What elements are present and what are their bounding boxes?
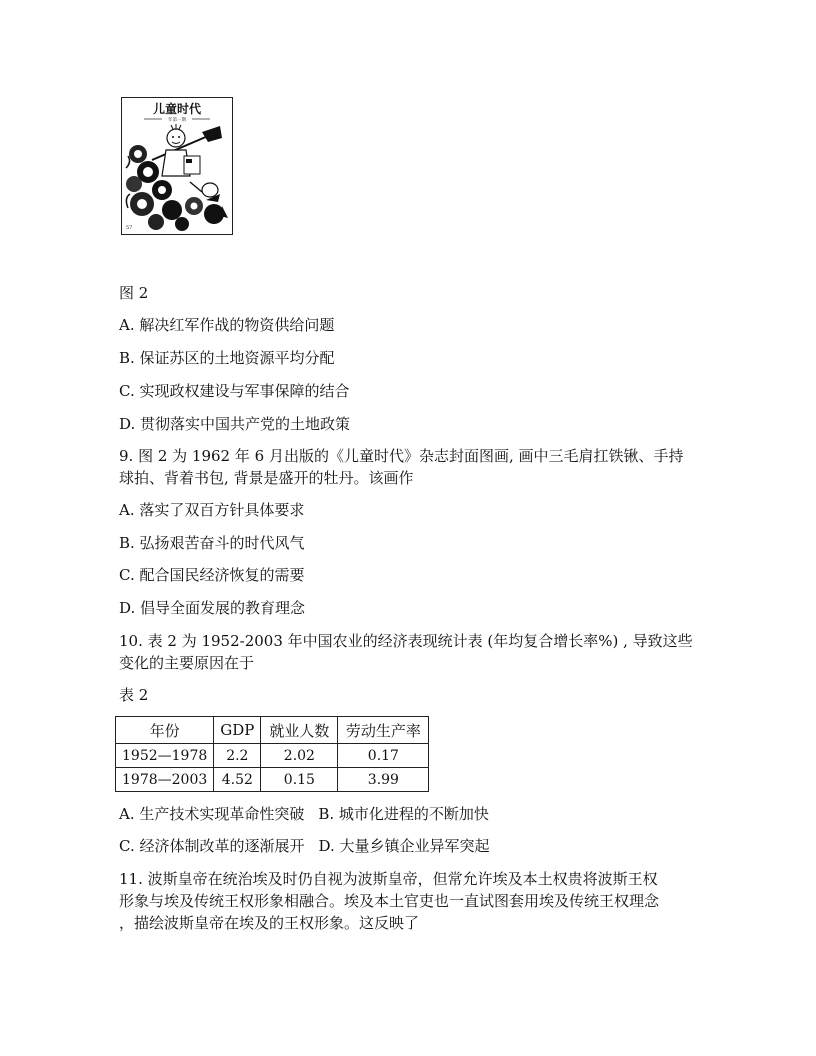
q9-option-d: D. 倡导全面发展的教育理念	[119, 599, 306, 617]
table-cell: 0.15	[261, 768, 338, 792]
table-cell: 1978—2003	[116, 768, 214, 792]
q10-options-row2	[119, 835, 490, 857]
q11-stem-line1: 11. 波斯皇帝在统治埃及时仍自视为波斯皇帝，但常允许埃及本土权贵将波斯王权	[119, 870, 658, 888]
q8-option-a: A. 解决红军作战的物资供给问题	[119, 316, 335, 334]
table-cell: 2.02	[261, 744, 338, 768]
q9-stem-line2: 球拍、背着书包, 背景是盛开的牡丹。该画作	[119, 469, 414, 487]
table-header-employment: 就业人数	[261, 717, 338, 744]
q10-stem-line2: 变化的主要原因在于	[119, 654, 255, 672]
table-caption: 表 2	[119, 686, 149, 704]
table-header-productivity: 劳动生产率	[338, 717, 429, 744]
q9-option-a: A. 落实了双百方针具体要求	[119, 501, 305, 519]
table-cell: 1952—1978	[116, 744, 214, 768]
q11-stem-line2: 形象与埃及传统王权形象相融合。埃及本土官吏也一直试图套用埃及传统王权理念	[119, 892, 660, 910]
q10-option-a: A. 生产技术实现革命性突破	[119, 805, 305, 823]
table-cell: 0.17	[338, 744, 429, 768]
table-header-year: 年份	[116, 717, 214, 744]
table-cell: 2.2	[214, 744, 261, 768]
cover-page-number: 57	[126, 225, 133, 231]
table-row	[116, 768, 429, 792]
table-header-gdp: GDP	[214, 717, 261, 744]
q10-stem-line1: 10. 表 2 为 1952-2003 年中国农业的经济表现统计表 (年均复合增长率%) , 导致这些	[119, 632, 693, 650]
cover-title: 儿童时代	[152, 102, 202, 116]
q8-option-d: D. 贯彻落实中国共产党的土地政策	[119, 415, 351, 433]
q8-option-b: B. 保证苏区的土地资源平均分配	[119, 349, 335, 367]
agriculture-stats-table	[115, 716, 429, 792]
q9-option-b: B. 弘扬艰苦奋斗的时代风气	[119, 534, 305, 552]
q11-stem-line3: ，描绘波斯皇帝在埃及的王权形象。这反映了	[119, 914, 420, 932]
q9-option-c: C. 配合国民经济恢复的需要	[119, 566, 305, 584]
q10-option-d: D. 大量乡镇企业异军突起	[318, 837, 490, 855]
table-header-row	[116, 717, 429, 744]
q10-options-row1	[119, 803, 489, 825]
table-cell: 4.52	[214, 768, 261, 792]
magazine-cover-figure	[121, 97, 233, 235]
q10-option-c: C. 经济体制改革的逐渐展开	[119, 837, 305, 855]
table-cell: 3.99	[338, 768, 429, 792]
q8-option-c: C. 实现政权建设与军事保障的结合	[119, 382, 350, 400]
table-row	[116, 744, 429, 768]
q10-option-b: B. 城市化进程的不断加快	[318, 805, 489, 823]
figure-caption: 图 2	[119, 284, 149, 302]
q9-stem-line1: 9. 图 2 为 1962 年 6 月出版的《儿童时代》杂志封面图画, 画中三毛肩扛铁锹、手持	[119, 447, 684, 465]
magazine-cover-illustration	[122, 98, 232, 234]
cover-subtitle: 年第一期	[168, 118, 186, 123]
